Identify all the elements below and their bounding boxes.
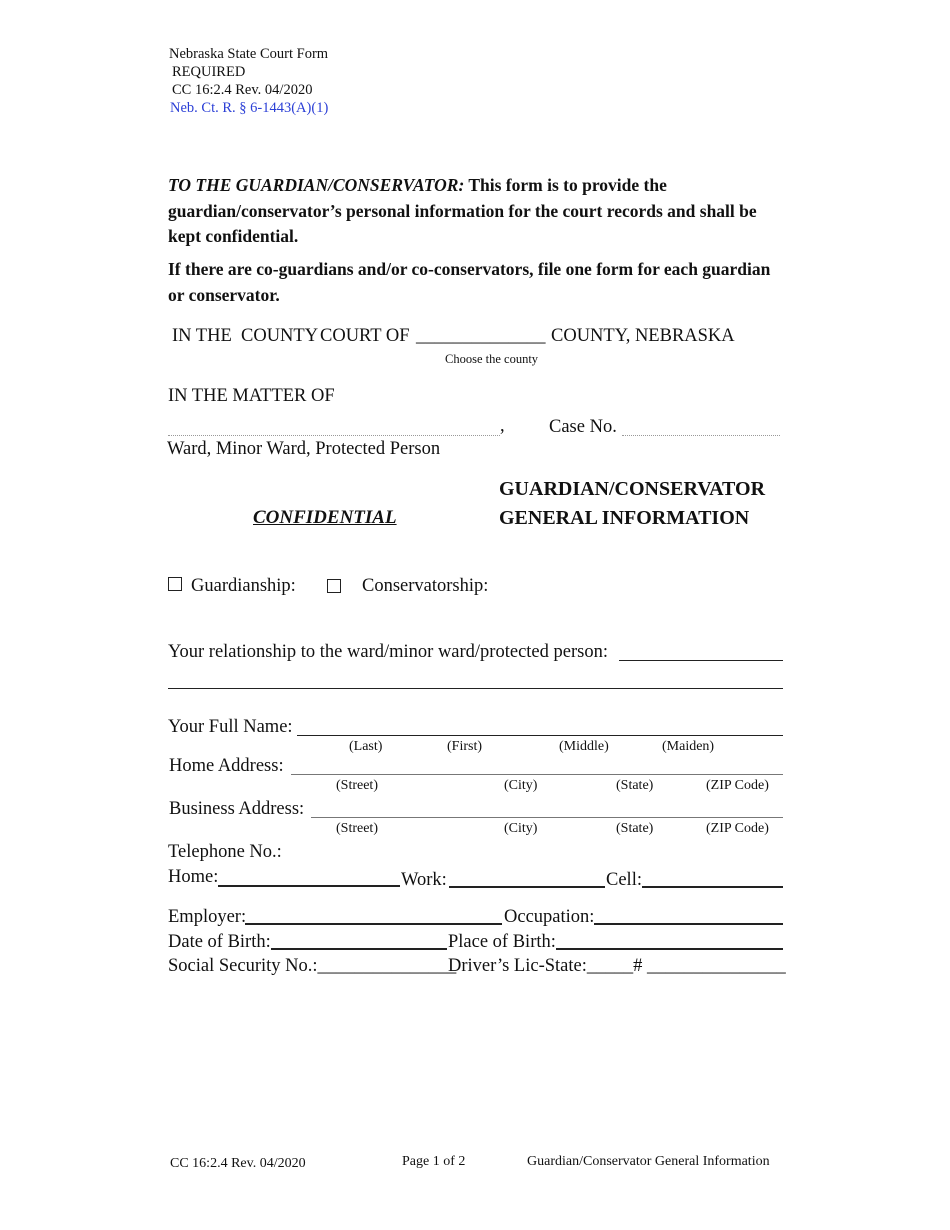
relationship-field[interactable] — [619, 660, 783, 661]
name-caption-middle: (Middle) — [559, 739, 609, 754]
county-select[interactable]: ______________ — [416, 326, 546, 346]
business-caption-state: (State) — [616, 821, 654, 836]
conservatorship-label: Conservatorship: — [362, 576, 489, 596]
occupation-field[interactable] — [594, 923, 783, 925]
date-of-birth-label: Date of Birth: — [168, 932, 271, 952]
full-name-field[interactable] — [297, 735, 783, 736]
addressee: TO THE GUARDIAN/CONSERVATOR: — [168, 175, 465, 195]
form-name: Nebraska State Court Form — [169, 46, 329, 62]
business-address-label: Business Address: — [169, 799, 305, 819]
business-caption-zip: (ZIP Code) — [706, 821, 769, 836]
county-hint: Choose the county — [445, 352, 539, 366]
court-prefix: IN THE — [172, 326, 232, 346]
home-address-field[interactable] — [291, 774, 783, 775]
place-of-birth-field[interactable] — [556, 948, 783, 950]
guardianship-label: Guardianship: — [191, 576, 296, 596]
business-caption-city: (City) — [504, 821, 538, 836]
case-number-field[interactable] — [622, 435, 780, 436]
ward-name-field[interactable] — [168, 435, 500, 436]
guardianship-checkbox[interactable] — [168, 577, 182, 591]
employer-label: Employer: — [168, 907, 247, 927]
employer-field[interactable] — [245, 923, 502, 925]
co-guardian-note: If there are co-guardians and/or co-conservators, file one form for each guardian or conservator. — [168, 259, 771, 305]
conservatorship-checkbox[interactable] — [327, 579, 341, 593]
relationship-label: Your relationship to the ward/minor ward/protected person: — [168, 642, 608, 662]
case-number-label: Case No. — [549, 417, 617, 437]
home-phone-label: Home: — [168, 867, 219, 887]
form-title-line1: GUARDIAN/CONSERVATOR — [499, 478, 766, 500]
court-suffix: COUNTY, NEBRASKA — [551, 326, 735, 346]
court-type[interactable]: COUNTY — [241, 326, 319, 346]
footer-title: Guardian/Conservator General Information — [527, 1154, 770, 1169]
home-caption-street: (Street) — [336, 778, 378, 793]
cell-phone-label: Cell: — [606, 870, 642, 890]
home-address-label: Home Address: — [169, 756, 284, 776]
occupation-label: Occupation: — [504, 907, 595, 927]
telephone-label: Telephone No.: — [168, 842, 282, 862]
home-caption-zip: (ZIP Code) — [706, 778, 769, 793]
ssn-field[interactable]: Social Security No.:_______________ — [168, 956, 457, 976]
form-id: CC 16:2.4 Rev. 04/2020 — [172, 82, 313, 98]
intro-paragraph — [168, 173, 788, 250]
confidential-label: CONFIDENTIAL — [253, 507, 397, 528]
court-of: COURT OF — [320, 326, 410, 346]
rule-reference-link[interactable]: Neb. Ct. R. § 6-1443(A)(1) — [170, 100, 329, 116]
home-phone-field[interactable] — [218, 885, 400, 887]
name-caption-last: (Last) — [349, 739, 383, 754]
home-caption-city: (City) — [504, 778, 538, 793]
form-title-line2: GENERAL INFORMATION — [499, 507, 750, 529]
home-caption-state: (State) — [616, 778, 654, 793]
matter-comma: , — [500, 416, 505, 436]
business-caption-street: (Street) — [336, 821, 378, 836]
footer-page-number: Page 1 of 2 — [402, 1154, 466, 1169]
full-name-label: Your Full Name: — [168, 717, 293, 737]
work-phone-label: Work: — [401, 870, 447, 890]
required-label: REQUIRED — [172, 64, 246, 80]
relationship-field-line2[interactable] — [168, 688, 783, 689]
purpose-text: This form is to provide the guardian/conservator’s personal information for the court records and shall be kept confidential. — [168, 175, 757, 246]
date-of-birth-field[interactable] — [271, 948, 447, 950]
ward-caption: Ward, Minor Ward, Protected Person — [167, 439, 441, 459]
cell-phone-field[interactable] — [642, 886, 783, 888]
drivers-license-field[interactable]: Driver’s Lic-State:_____# _______________ — [448, 956, 786, 976]
matter-label: IN THE MATTER OF — [168, 386, 335, 406]
name-caption-maiden: (Maiden) — [662, 739, 715, 754]
place-of-birth-label: Place of Birth: — [448, 932, 556, 952]
business-address-field[interactable] — [311, 817, 783, 818]
name-caption-first: (First) — [447, 739, 482, 754]
work-phone-field[interactable] — [449, 886, 605, 888]
footer-form-id: CC 16:2.4 Rev. 04/2020 — [170, 1156, 306, 1171]
